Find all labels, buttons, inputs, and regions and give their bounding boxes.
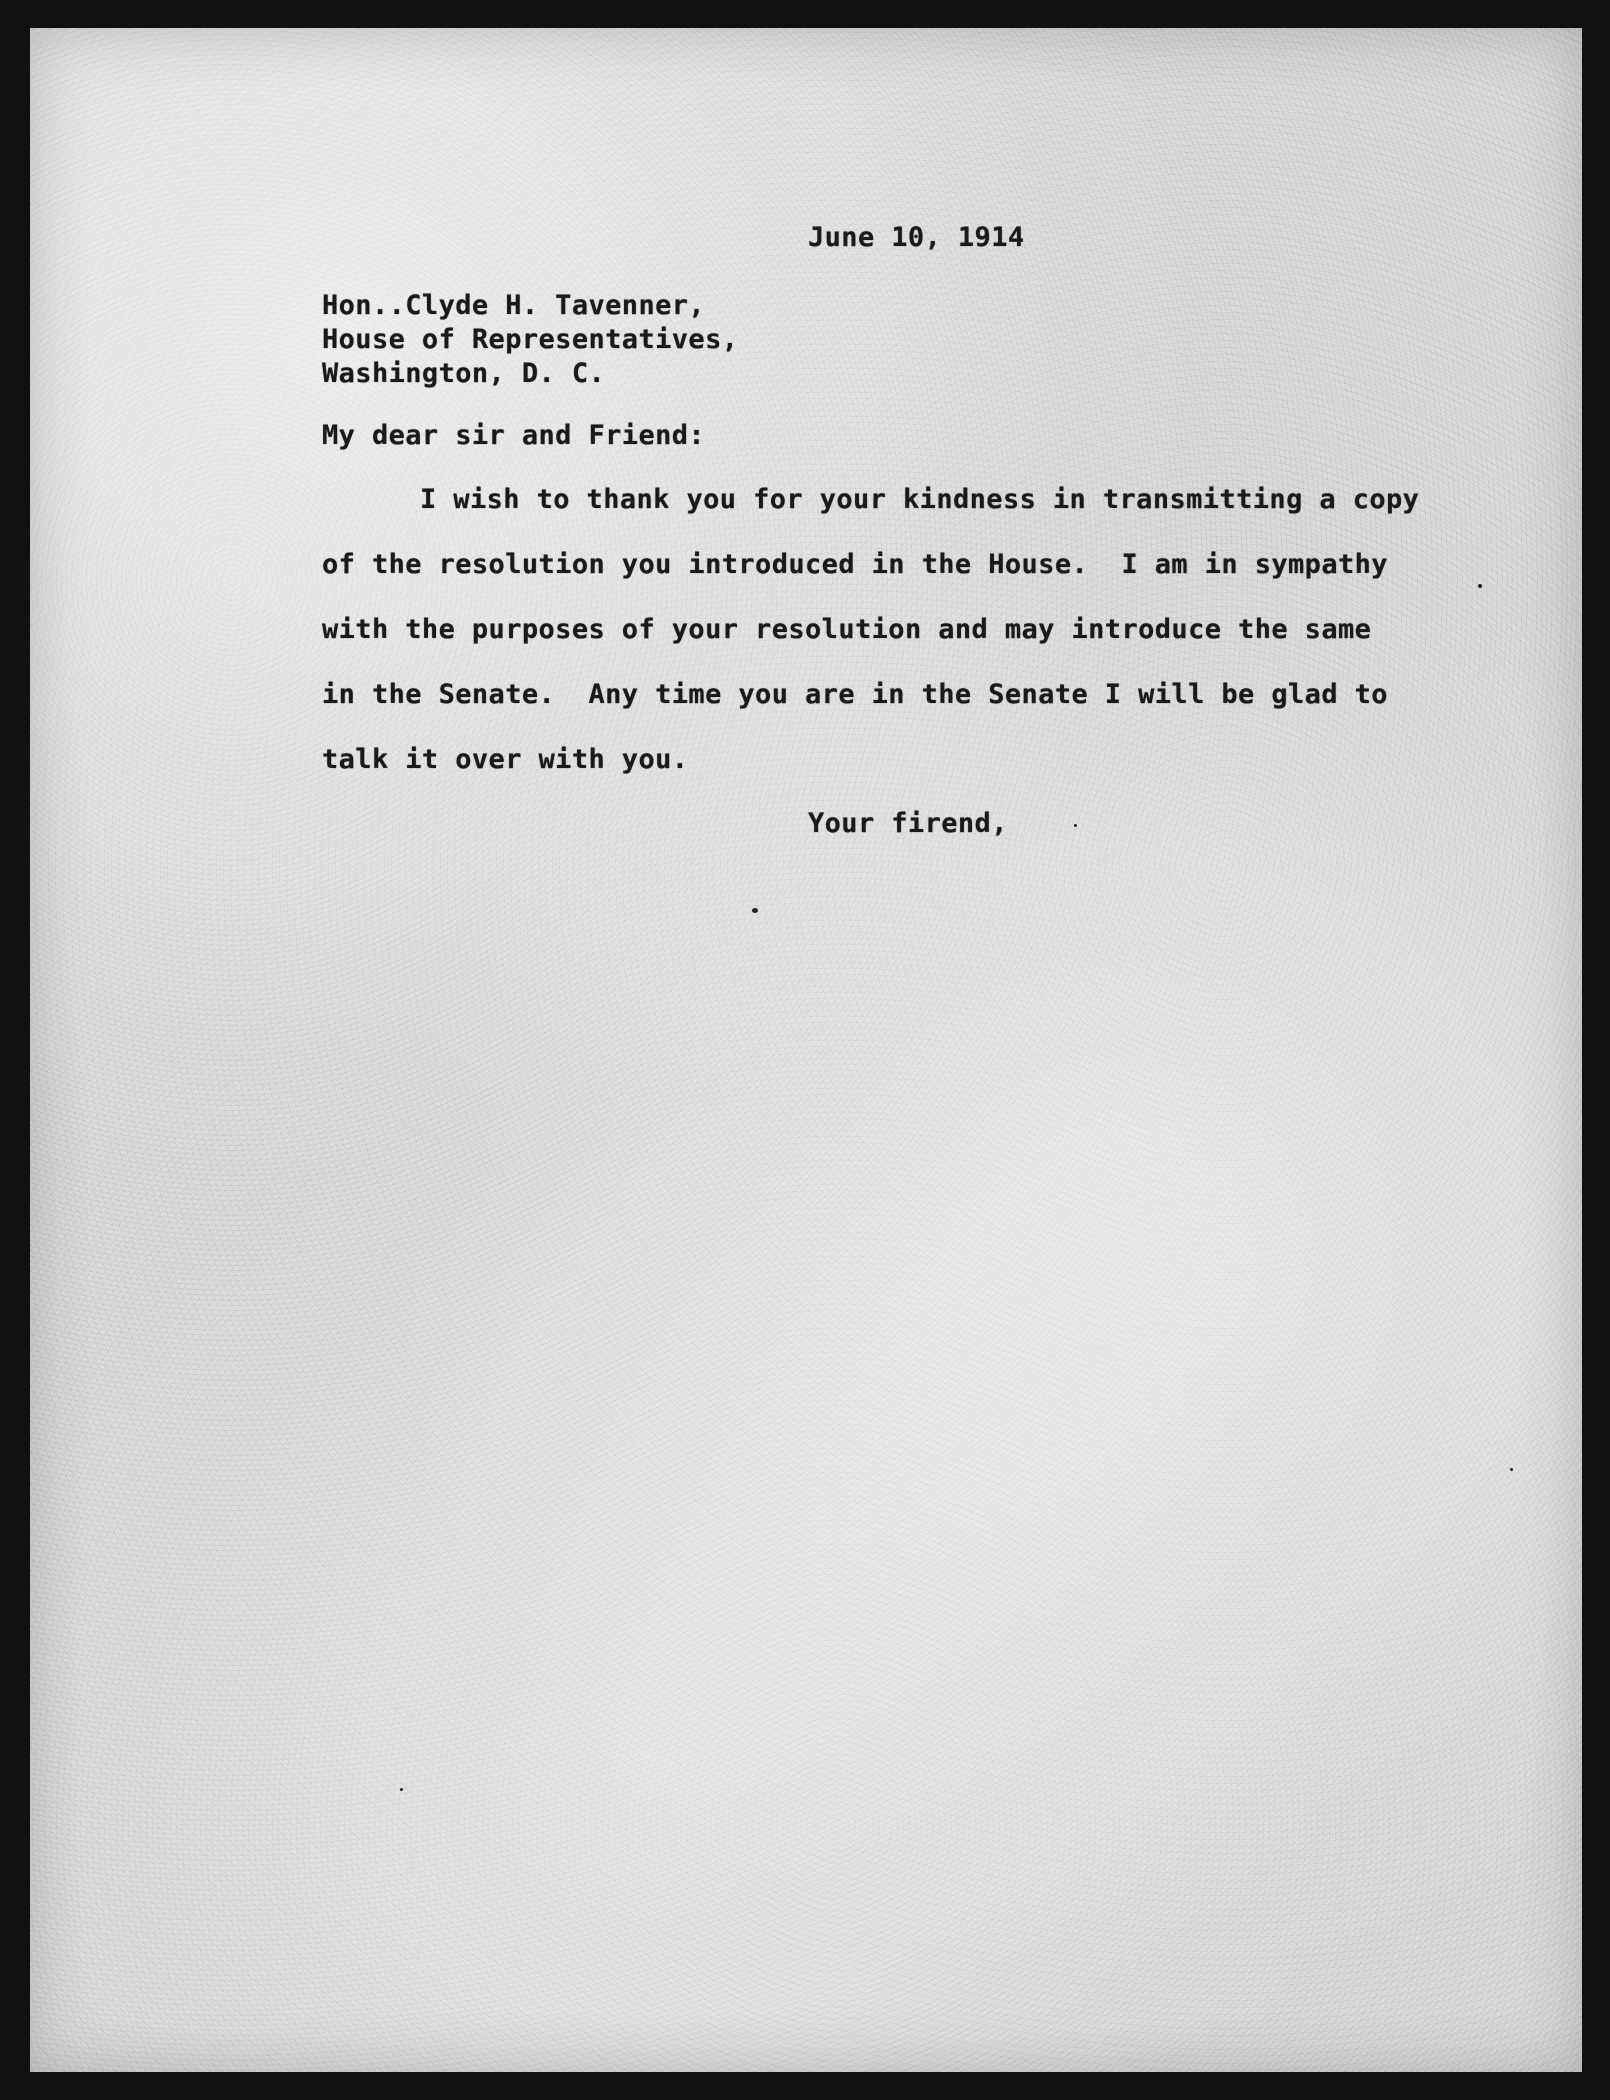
ink-speck [1510,1468,1513,1471]
body-line: I wish to thank you for your kindness in transmitting a copy [420,484,1420,515]
body-line: talk it over with you. [322,744,689,775]
recipient-city: Washington, D. C. [322,358,606,389]
recipient-name: Hon..Clyde H. Tavenner, [322,290,706,321]
ink-speck [1074,824,1077,827]
closing: Your firend, [808,808,1008,839]
body-line: in the Senate. Any time you are in the Senate I will be glad to [322,679,1388,710]
salutation: My dear sir and Friend: [322,420,706,451]
recipient-office: House of Representatives, [322,324,739,355]
ink-speck [400,1788,403,1791]
ink-speck [1478,584,1482,588]
letter-page [30,28,1582,2072]
body-line: of the resolution you introduced in the House. I am in sympathy [322,549,1388,580]
letter-date: June 10, 1914 [808,222,1025,253]
ink-speck [752,908,758,913]
body-line: with the purposes of your resolution and may introduce the same [322,614,1372,645]
